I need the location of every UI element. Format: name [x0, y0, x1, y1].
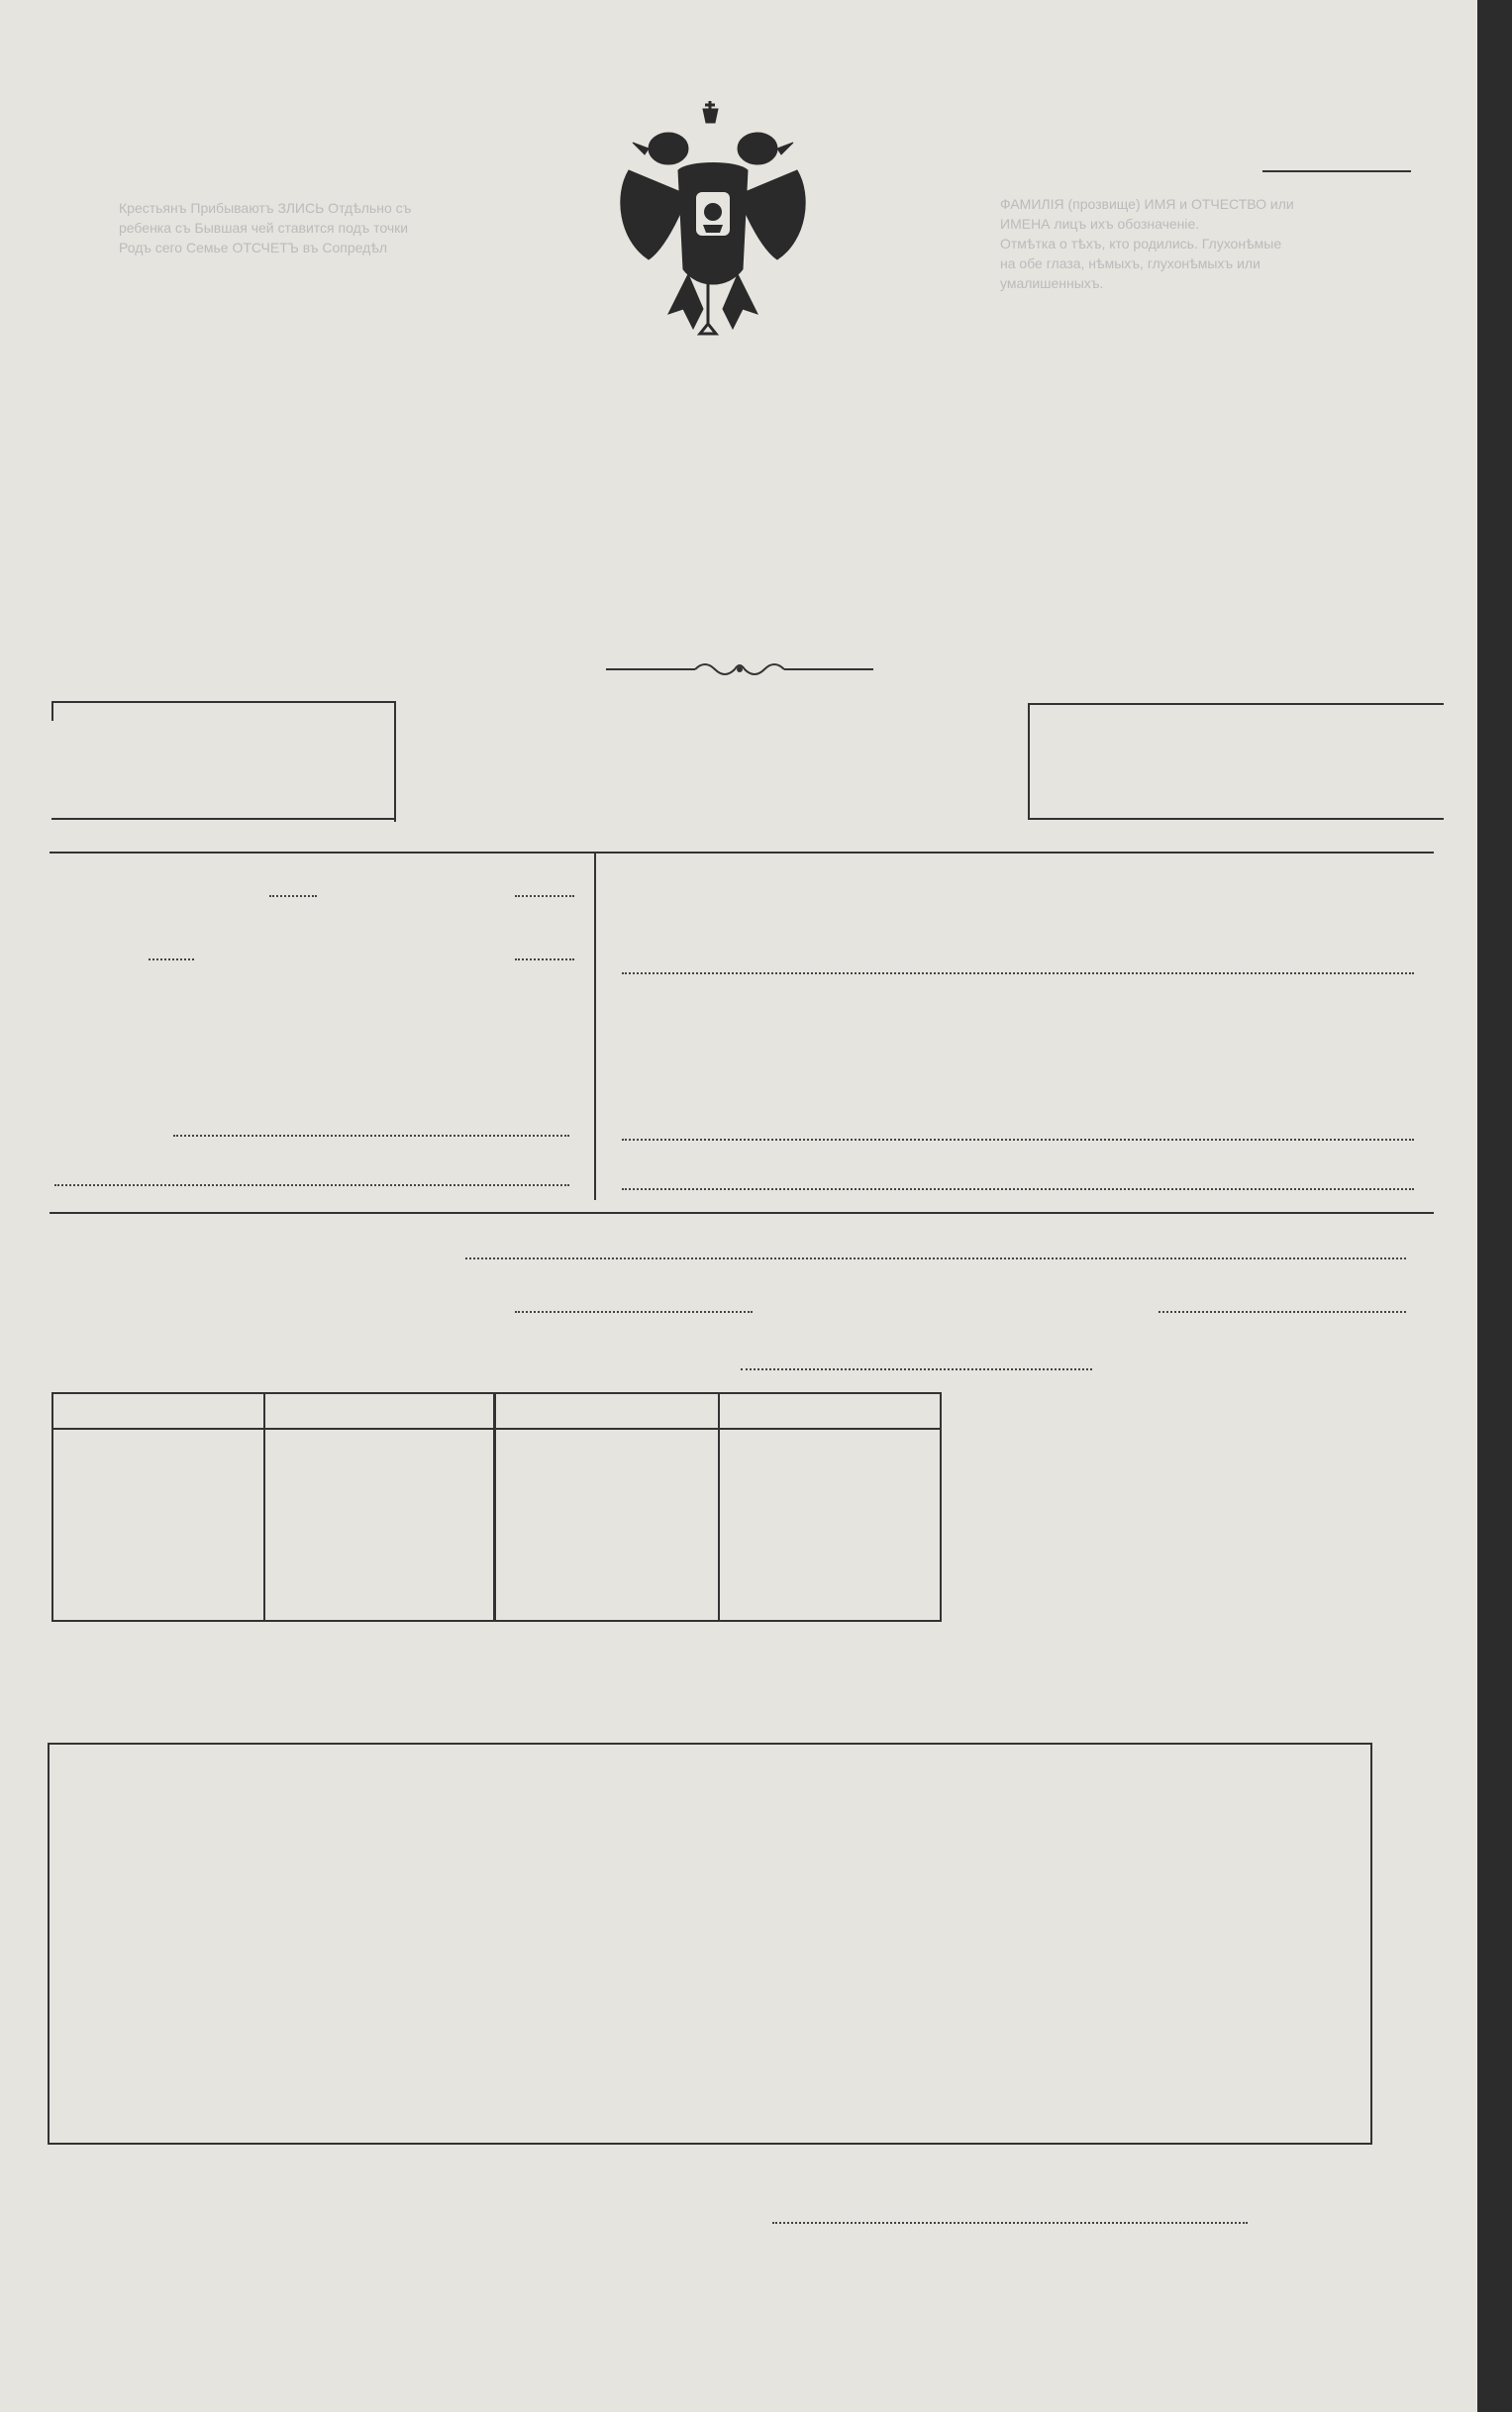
- summary-table: [48, 1743, 1372, 2145]
- table-col-line: [263, 1392, 265, 1620]
- table-header-line: [51, 1428, 940, 1430]
- box-corner: [51, 701, 53, 721]
- uezd-box-top: [1028, 703, 1444, 705]
- imperial-eagle-emblem: [609, 101, 817, 339]
- sheet-number-underline: [1262, 170, 1411, 172]
- dotted-line: [515, 895, 574, 897]
- box-bottom: [51, 818, 396, 820]
- dotted-line: [54, 1184, 569, 1186]
- ornament-divider: [606, 659, 873, 679]
- dotted-line: [741, 1368, 1092, 1370]
- buildings-table: [51, 1392, 942, 1622]
- uezd-box-bottom: [1028, 818, 1444, 820]
- bleed-through-text: Крестьянъ Прибываютъ ЗЛИСЬ Отдѣльно съ ребенка съ Бывшая чей ставится подъ точки Родъ сего Семье ОТСЧЕТЪ въ Сопредѣл: [119, 200, 412, 255]
- dotted-line: [622, 1188, 1414, 1190]
- uezd-box-left: [1028, 703, 1030, 820]
- bleed-through-text: ФАМИЛІЯ (прозвище) ИМЯ и ОТЧЕСТВО или ИМЕНА лицъ ихъ обозначеніе. Отмѣтка о тѣхъ, кто родились. Глухонѣмые на обе глаза, нѣмыхъ, глухонѣмыхъ или умалишенныхъ.: [1000, 196, 1294, 291]
- block-divider: [594, 852, 596, 1200]
- dotted-line: [622, 1139, 1414, 1141]
- dotted-line: [269, 895, 317, 897]
- block-bottom-rule: [50, 1212, 1434, 1214]
- dotted-line: [622, 972, 1414, 974]
- dotted-line: [173, 1135, 569, 1137]
- scan-edge: [1477, 0, 1512, 2412]
- dotted-line: [772, 2222, 1248, 2224]
- block-top-rule: [50, 852, 1434, 854]
- dotted-line: [149, 958, 194, 960]
- table-col-line: [718, 1392, 720, 1620]
- dotted-line: [515, 958, 574, 960]
- dotted-line: [1159, 1311, 1406, 1313]
- table-col-line: [493, 1392, 496, 1620]
- gubernia-box: [51, 701, 396, 822]
- dotted-line: [515, 1311, 753, 1313]
- dotted-line: [465, 1257, 1406, 1259]
